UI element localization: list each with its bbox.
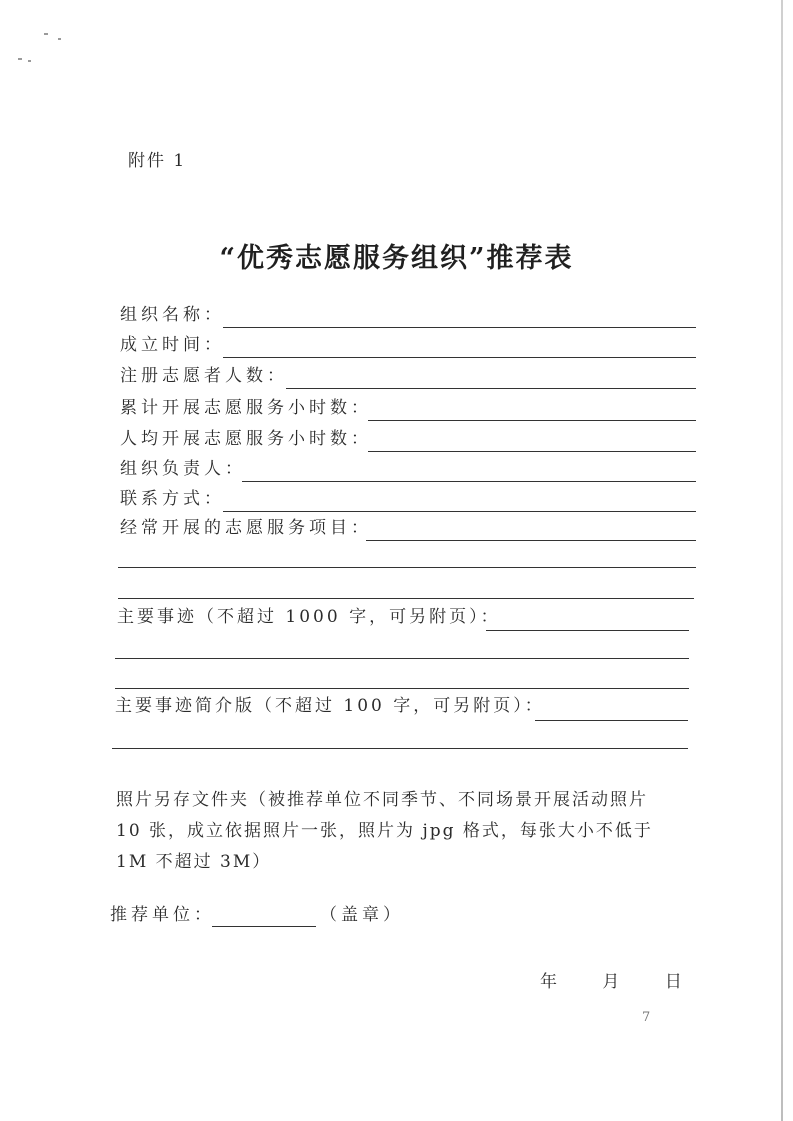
recommender-label: 推荐单位： (110, 905, 215, 925)
scan-speck (28, 60, 31, 62)
seal-note: （盖章） (320, 905, 404, 925)
deeds-summary-field (115, 693, 690, 717)
contact-input-line[interactable] (223, 511, 696, 512)
scan-speck (44, 33, 48, 35)
projects-extra-line[interactable] (118, 598, 694, 599)
avg-hours-field (120, 426, 700, 450)
main-deeds-extra-line[interactable] (115, 658, 689, 659)
recommender-field (110, 900, 430, 926)
scan-speck (58, 38, 61, 40)
projects-extra-line[interactable] (118, 567, 696, 568)
main-deeds-extra-line[interactable] (115, 688, 689, 689)
recommender-input-line[interactable] (212, 926, 316, 927)
projects-label: 经常开展的志愿服务项目： (120, 518, 372, 538)
avg-hours-input-line[interactable] (368, 451, 696, 452)
contact-field (120, 486, 700, 510)
org-name-label: 组织名称： (120, 305, 225, 325)
deeds-summary-input-line[interactable] (535, 720, 688, 721)
date-day: 日 (664, 972, 682, 992)
main-deeds-label: 主要事迹（不超过 1000 字，可另附页）： (117, 607, 501, 627)
founded-label: 成立时间： (120, 335, 225, 355)
volunteers-field (120, 363, 700, 387)
total-hours-input-line[interactable] (368, 420, 696, 421)
org-name-field (120, 302, 700, 326)
leader-input-line[interactable] (242, 481, 696, 482)
form-title: “优秀志愿服务组织”推荐表 (219, 243, 574, 274)
contact-label: 联系方式： (120, 489, 225, 509)
deeds-summary-extra-line[interactable] (112, 748, 688, 749)
date-line (540, 967, 704, 992)
projects-field (120, 515, 700, 539)
projects-input-line[interactable] (366, 540, 696, 541)
total-hours-field (120, 395, 700, 419)
founded-field (120, 332, 700, 356)
main-deeds-input-line[interactable] (486, 630, 689, 631)
volunteers-input-line[interactable] (286, 388, 696, 389)
photo-note-line: 10 张，成立依据照片一张，照片为 jpg 格式，每张大小不低于 (116, 821, 653, 841)
date-year: 年 (540, 972, 557, 992)
total-hours-label: 累计开展志愿服务小时数： (120, 398, 372, 418)
photo-note (116, 785, 706, 878)
attachment-label: 附件 1 (128, 151, 187, 171)
page-number: 7 (642, 1010, 651, 1025)
avg-hours-label: 人均开展志愿服务小时数： (120, 429, 372, 449)
deeds-summary-label: 主要事迹简介版（不超过 100 字，可另附页）： (115, 696, 545, 716)
volunteers-label: 注册志愿者人数： (120, 366, 288, 386)
scan-edge-line (781, 0, 783, 1121)
leader-field (120, 456, 700, 480)
date-month: 月 (602, 972, 620, 992)
founded-input-line[interactable] (223, 357, 696, 358)
leader-label: 组织负责人： (120, 459, 246, 479)
photo-note-line: 照片另存文件夹（被推荐单位不同季节、不同场景开展活动照片 (116, 790, 648, 810)
scan-speck (18, 58, 22, 60)
photo-note-line: 1M 不超过 3M） (116, 852, 272, 872)
org-name-input-line[interactable] (223, 327, 696, 328)
main-deeds-field (117, 604, 697, 628)
